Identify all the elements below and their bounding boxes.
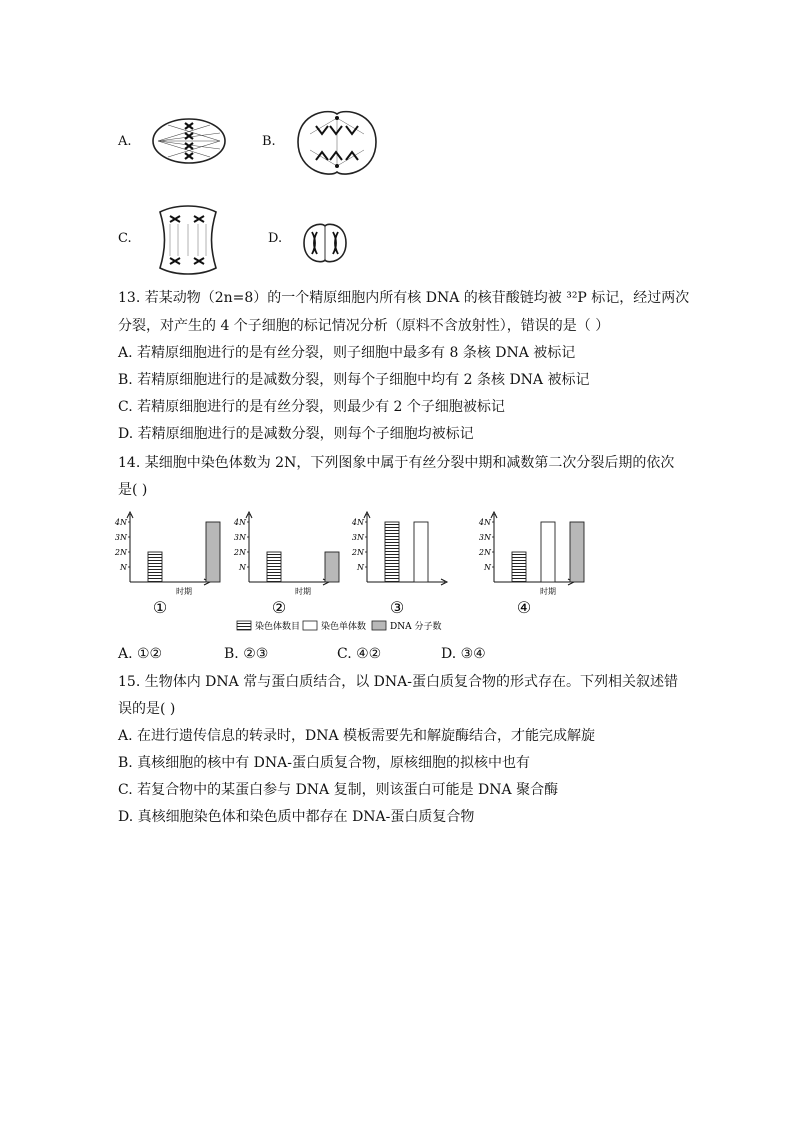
- chart-2-tick-label: N: [239, 563, 246, 572]
- chart-3-tick-label: N: [357, 563, 364, 572]
- chart-legend: [237, 620, 441, 632]
- legend-label-chromatid: 染色单体数: [321, 622, 367, 632]
- q14-bar-charts: [110, 508, 590, 648]
- chart-3-bar-染色体数目: [385, 522, 399, 582]
- legend-label-chromosome: 染色体数目: [255, 622, 301, 632]
- chart-1-tick-label: 3N: [114, 533, 127, 542]
- option-b-label: B.: [262, 134, 276, 149]
- legend-swatch-chromatid: [303, 621, 317, 630]
- q13-option-c: C. 若精原细胞进行的是有丝分裂，则最少有 2 个子细胞被标记: [118, 399, 505, 415]
- legend-swatch-chromosome: [237, 621, 251, 630]
- chart-2-tick-label: 4N: [233, 518, 246, 527]
- q13-option-a: A. 若精原细胞进行的是有丝分裂，则子细胞中最多有 8 条核 DNA 被标记: [118, 345, 576, 361]
- q14-option-b: B. ②③: [224, 646, 269, 662]
- chart-1-bar-DNA 分子数: [206, 522, 220, 582]
- option-c-label: C.: [118, 231, 132, 246]
- chart-4-tick-label: N: [484, 563, 491, 572]
- chart-1-tick-label: 4N: [114, 518, 127, 527]
- chart-2-bar-DNA 分子数: [325, 552, 339, 582]
- chart-2-bar-染色体数目: [267, 552, 281, 582]
- q14-option-c: C. ④②: [337, 646, 382, 662]
- chart-4-tick-label: 4N: [478, 518, 491, 527]
- q15-option-a: A. 在进行遗传信息的转录时，DNA 模板需要先和解旋酶结合，才能完成解旋: [118, 728, 596, 744]
- q15-option-d: D. 真核细胞染色体和染色质中都存在 DNA-蛋白质复合物: [118, 809, 475, 825]
- chart-4-x-label: 时期: [540, 587, 556, 596]
- q14-option-a: A. ①②: [118, 646, 163, 662]
- cell-diagram-a: [150, 115, 228, 167]
- q13-option-b: B. 若精原细胞进行的是减数分裂，则每个子细胞中均有 2 条核 DNA 被标记: [118, 372, 590, 388]
- cell-diagram-d: [300, 218, 350, 268]
- chart-4-bar-DNA 分子数: [570, 522, 584, 582]
- q15-option-c: C. 若复合物中的某蛋白参与 DNA 复制，则该蛋白可能是 DNA 聚合酶: [118, 782, 559, 798]
- chart-4-tick-label: 2N: [478, 548, 491, 557]
- chart-1-bar-染色体数目: [148, 552, 162, 582]
- q15-stem-line1: 15. 生物体内 DNA 常与蛋白质结合，以 DNA-蛋白质复合物的形式存在。下列相关叙述错: [118, 674, 678, 690]
- q14-stem-line2: 是( ): [118, 482, 148, 498]
- chart-4-title: ④: [516, 598, 532, 617]
- chart-4-bar-染色单体数: [541, 522, 555, 582]
- chart-2-tick-label: 3N: [233, 533, 246, 542]
- chart-1-x-label: 时期: [176, 587, 192, 596]
- q13-stem-line2: 分裂，对产生的 4 个子细胞的标记情况分析（原料不含放射性），错误的是（ ）: [118, 318, 610, 334]
- chart-2-x-label: 时期: [295, 587, 311, 596]
- chart-2-title: ②: [271, 598, 287, 617]
- option-d-label: D.: [268, 231, 283, 246]
- chart-2-tick-label: 2N: [233, 548, 246, 557]
- legend-swatch-dna: [372, 621, 386, 630]
- q13-stem-line1: 13. 若某动物（2n=8）的一个精原细胞内所有核 DNA 的核苷酸链均被 ³²P 标记，经过两次: [118, 290, 690, 306]
- cell-diagram-b: [290, 104, 384, 182]
- chart-1-tick-label: 2N: [114, 548, 127, 557]
- chart-3-tick-label: 3N: [351, 533, 364, 542]
- chart-4-tick-label: 3N: [478, 533, 491, 542]
- chart-3-title: ③: [389, 598, 405, 617]
- q13-option-d: D. 若精原细胞进行的是减数分裂，则每个子细胞均被标记: [118, 426, 474, 442]
- q14-stem-line1: 14. 某细胞中染色体数为 2N，下列图象中属于有丝分裂中期和减数第二次分裂后期的依次: [118, 455, 675, 471]
- q14-option-d: D. ③④: [441, 646, 486, 662]
- chart-1-tick-label: N: [120, 563, 127, 572]
- chart-3-tick-label: 2N: [351, 548, 364, 557]
- q15-option-b: B. 真核细胞的核中有 DNA-蛋白质复合物，原核细胞的拟核中也有: [118, 755, 530, 771]
- q15-stem-line2: 误的是( ): [118, 701, 176, 717]
- chart-3-tick-label: 4N: [351, 518, 364, 527]
- cell-diagram-c: [156, 204, 220, 276]
- option-a-label: A.: [118, 134, 132, 149]
- chart-3-bar-染色单体数: [414, 522, 428, 582]
- chart-1-title: ①: [152, 598, 168, 617]
- chart-4-bar-染色体数目: [512, 552, 526, 582]
- legend-label-dna: DNA 分子数: [390, 622, 442, 632]
